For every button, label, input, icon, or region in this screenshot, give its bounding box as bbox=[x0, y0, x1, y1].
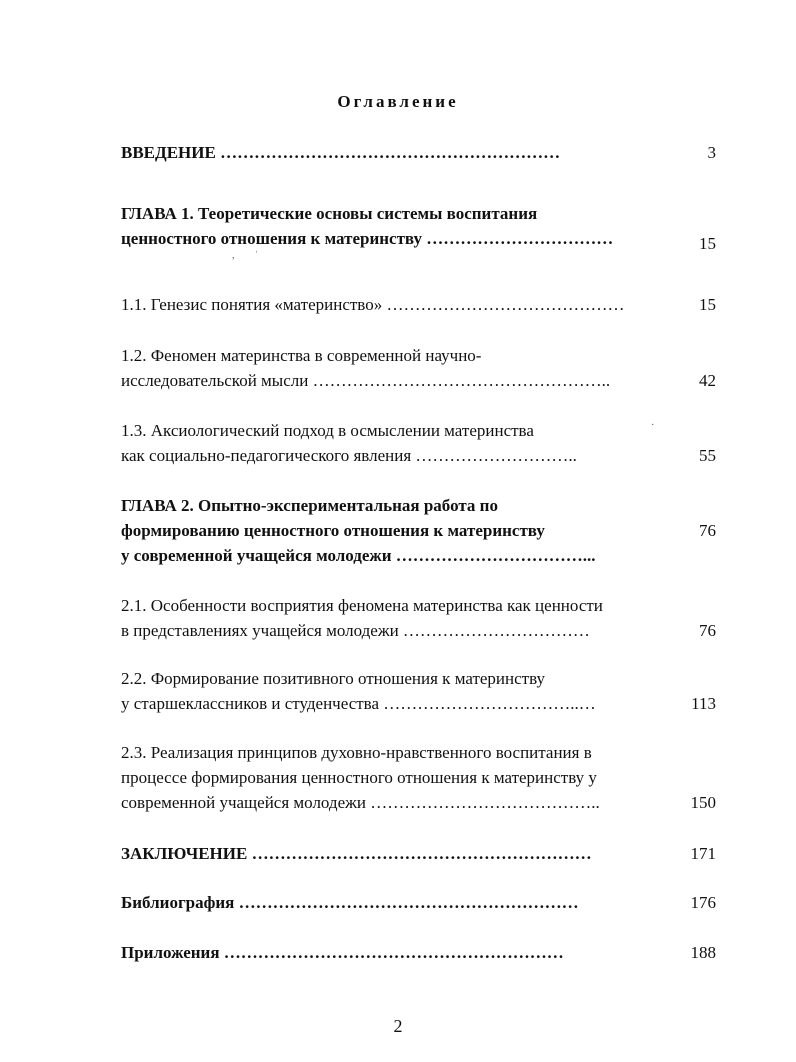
toc-entry-line: в представлениях учащейся молодежи …………………………… bbox=[121, 621, 590, 640]
toc-entry-line: 2.3. Реализация принципов духовно-нравственного воспитания в bbox=[121, 743, 592, 762]
toc-entry-line: ГЛАВА 1. Теоретические основы системы воспитания bbox=[121, 204, 538, 223]
toc-entry-chapter-2 bbox=[121, 493, 661, 568]
toc-page-number: 55 bbox=[699, 446, 716, 465]
toc-entry-section-2-2 bbox=[121, 666, 661, 716]
toc-page-number: 15 bbox=[699, 234, 716, 253]
toc-entry-line: ЗАКЛЮЧЕНИЕ …………………………………………………… bbox=[121, 844, 592, 863]
page-title: Оглавление bbox=[337, 92, 459, 111]
toc-page-number: 171 bbox=[690, 844, 716, 863]
toc-page-number: 76 bbox=[699, 521, 716, 540]
toc-entry-appendices bbox=[121, 940, 661, 965]
toc-entry-line: 2.2. Формирование позитивного отношения к материнству bbox=[121, 669, 546, 688]
toc-entry-line: у старшеклассников и студенчества ……………………………..… bbox=[121, 694, 596, 713]
toc-entry-line: ценностного отношения к материнству …………………………… bbox=[121, 229, 614, 248]
scan-speck: , bbox=[232, 250, 235, 261]
toc-entry-introduction bbox=[121, 140, 661, 165]
toc-page-number: 3 bbox=[707, 143, 716, 162]
toc-entry-line: современной учащейся молодежи ………………………………….. bbox=[121, 793, 600, 812]
toc-entry-line: 2.1. Особенности восприятия феномена материнства как ценности bbox=[121, 596, 603, 615]
toc-entry-line: у современной учащейся молодежи ……………………………... bbox=[121, 546, 596, 565]
toc-entry-section-1-1 bbox=[121, 292, 661, 317]
toc-entry-line: 1.1. Генезис понятия «материнство» …………………………………… bbox=[121, 295, 625, 314]
toc-page-number: 150 bbox=[690, 793, 716, 812]
toc-entry-bibliography bbox=[121, 890, 661, 915]
toc-entry-line: ГЛАВА 2. Опытно-экспериментальная работа по bbox=[121, 496, 498, 515]
toc-entry-line: процессе формирования ценностного отношения к материнству у bbox=[121, 768, 597, 787]
toc-entry-line: 1.2. Феномен материнства в современной научно- bbox=[121, 346, 482, 365]
toc-entry-line: Приложения …………………………………………………… bbox=[121, 943, 564, 962]
toc-entry-section-2-3 bbox=[121, 740, 661, 815]
toc-page-number: 188 bbox=[690, 943, 716, 962]
toc-entry-line: исследовательской мысли …………………………………………….. bbox=[121, 371, 611, 390]
toc-page-number: 15 bbox=[699, 295, 716, 314]
toc-entry-section-1-2 bbox=[121, 343, 661, 393]
toc-page-number: 76 bbox=[699, 621, 716, 640]
toc-entry-chapter-1 bbox=[121, 201, 661, 251]
toc-entry-line: формированию ценностного отношения к материнству bbox=[121, 521, 545, 540]
scan-speck: ˈ bbox=[255, 250, 259, 261]
scan-speck: · bbox=[651, 420, 655, 431]
toc-entry-line: 1.3. Аксиологический подход в осмыслении материнства bbox=[121, 421, 534, 440]
toc-entry-section-1-3 bbox=[121, 418, 661, 468]
toc-page-number: 113 bbox=[691, 694, 716, 713]
toc-entry-line: как социально-педагогического явления ……………………….. bbox=[121, 446, 577, 465]
page-number-footer: 2 bbox=[393, 1016, 403, 1036]
toc-page-number: 42 bbox=[699, 371, 716, 390]
toc-page-number: 176 bbox=[690, 893, 716, 912]
toc-entry-conclusion bbox=[121, 841, 661, 866]
toc-entry-line: Библиография …………………………………………………… bbox=[121, 893, 579, 912]
toc-entry-line: ВВЕДЕНИЕ …………………………………………………… bbox=[121, 143, 561, 162]
toc-entry-section-2-1 bbox=[121, 593, 661, 643]
